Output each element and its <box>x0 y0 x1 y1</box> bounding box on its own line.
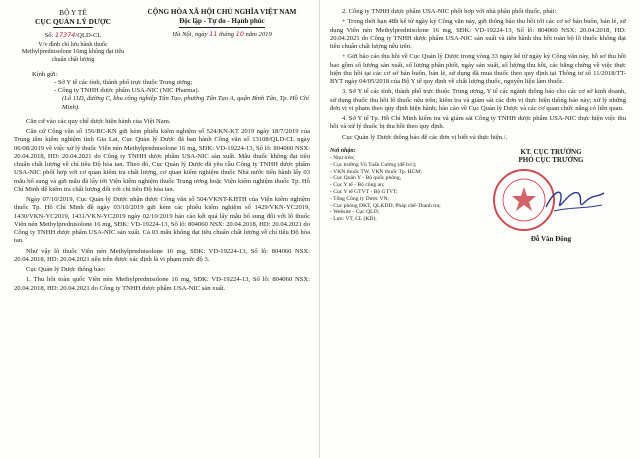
document-header <box>14 8 310 64</box>
body-paragraph: Căn cứ Công văn số 156/BC-KN gửi kèm phiếu kiểm nghiệm số 524/KN-KT 2019 ngày 18/7/2019 của Trung tâm kiểm nghiệm tỉnh Gia Lai, Cục Quản lý Dược đã ban hành Công văn số 13108/QLD-CL ngày 06/08/2019 về việc xử lý thuốc Viên nén Methylprednisolone 16 mg, SĐK: VD-19224-13, Số lô: 804060 NSX: 20.04.2018, HD: 20.04.2021 do Công ty TNHH dược phẩm USA-NIC sản xuất. Mẫu thuốc không đạt tiêu chuẩn chất lượng về chỉ tiêu Độ hòa tan. Theo đó, Cục Quản lý Dược đã yêu cầu Công ty TNHH dược phẩm USA-NIC phối hợp với cơ quan kiểm tra chất lượng, cơ quan kiểm nghiệm thuốc Nhà nước tiến hành lấy 03 mẫu bổ sung và gửi mẫu đã lấy tới Viện kiểm nghiệm thuốc Trung ương hoặc Viện kiểm nghiệm thuốc Tp. Hồ Chí Minh để kiểm tra chất lượng đối với chỉ tiêu Độ hòa tan. <box>14 128 310 193</box>
recipient-item: - Sở Y tế các tỉnh, thành phố trực thuộc Trung ương; <box>54 78 193 86</box>
seal-and-signature-graphic <box>484 167 614 233</box>
recipient-item: - Công ty TNHH dược phẩm USA-NIC (NIC Pharma). <box>54 87 200 95</box>
handwritten-number: 17374 <box>55 30 76 39</box>
body-paragraph: 4. Sở Y tế Tp. Hồ Chí Minh kiểm tra và giám sát Công ty TNHH dược phẩm USA-NIC thực hiện việc thu hồi và xử lý thuốc bị thu hồi theo quy định. <box>330 115 626 131</box>
page-right <box>320 0 640 458</box>
republic-title: CỘNG HÒA XÃ HỘI CHỦ NGHĨA VIỆT NAM <box>147 8 297 16</box>
receiver-item: - Cục Y tế - Bộ công an; <box>330 182 385 189</box>
body-paragraph: 2. Công ty TNHH dược phẩm USA-NIC phối hợp với nhà phân phối thuốc, phải: <box>342 8 557 15</box>
receiver-item: - VKN thuốc TW, VKN thuốc Tp. HCM; <box>330 168 422 175</box>
receivers-list <box>330 148 448 243</box>
signer-name: Đỗ Văn Đông <box>530 234 572 243</box>
signer-role: KT. CỤC TRƯỞNG <box>520 147 582 156</box>
body-paragraph: Cục Quản lý Dược thông báo: <box>26 266 106 274</box>
official-seal <box>476 167 626 233</box>
document-number: Số: 17374/QLD-CL <box>44 30 102 39</box>
closing-block <box>330 148 626 243</box>
divider <box>179 27 265 28</box>
receiver-item: - Cục trưởng Vũ Tuấn Cường (để b/c); <box>330 161 417 168</box>
body-paragraph: + Trong thời hạn 48h kể từ ngày ký Công văn này, gửi thông báo thu hồi tới các cơ sở bán buôn, bán lẻ, sử dụng Viên nén Methylprednisolone 16 mg, SĐK: VD-19224-13, Số lô: 804060 NSX: 20.04.2018, HD: 20.04.2021 do Công ty TNHH dược phẩm USA-NIC sản xuất và tiến hành thu hồi toàn bộ lô thuốc không đạt tiêu chuẩn chất lượng nêu trên. <box>330 18 626 50</box>
recipients-block <box>32 71 310 112</box>
signature-block <box>476 148 626 243</box>
body-paragraph: 3. Sở Y tế các tỉnh, thành phố trực thuộc Trung ương, Y tế các ngành thông báo cho các cơ sở kinh doanh, sử dụng thuốc thu hồi lô thuốc nêu trên; kiểm tra và giám sát các đơn vị thực hiện thông báo này; xử lý những đơn vị vi phạm theo quy định hiện hành; báo cáo về Cục Quản lý Dược và các cơ quan chức năng có liên quan. <box>330 88 626 112</box>
recipient-address: (Lô 11D, đường C, khu công nghiệp Tân Tạo, phường Tân Tạo A, quận Bình Tân, Tp. Hồ Chí Minh). <box>62 95 309 111</box>
body-paragraph: + Gửi báo cáo thu hồi về Cục Quản lý Dược trong vòng 33 ngày kể từ ngày ký Công văn này, hồ sơ thu hồi bao gồm số lượng sản xuất, số lượng phân phối, ngày sản xuất, số lượng thu hồi, các bằng chứng về việc thực hiện thu hồi tại các cơ sở bán buôn, bán lẻ, sử dụng đã mua thuốc theo quy định tại Thông tư số 11/2018/TT-BYT ngày 04/05/2018 của Bộ Y tế quy định về chất lượng thuốc, nguyên liệu làm thuốc. <box>330 53 626 85</box>
agency-name: CỤC QUẢN LÝ DƯỢC <box>35 17 111 26</box>
handwritten-day: 11 <box>209 30 218 39</box>
motto: Độc lập - Tự do - Hạnh phúc <box>179 17 265 25</box>
issuer-block <box>14 8 132 64</box>
receiver-item: - Cục phòng DKT, QLKDD, Pháp chế-Thanh tra; <box>330 202 441 209</box>
handwritten-month: 10 <box>235 30 244 39</box>
date-line: Hà Nội, ngày 11 tháng 10 năm 2019 <box>172 30 272 39</box>
receiver-item: - Cục Quân Y - Bộ quốc phòng, <box>330 175 402 182</box>
receiver-item: - Lưu: VT, CL (KD). <box>330 216 377 223</box>
receiver-item: - Website - Cục QLD; <box>330 209 380 216</box>
national-motto-block <box>134 8 310 64</box>
body-paragraph: Căn cứ vào các quy chế dược hiện hành của Việt Nam. <box>26 117 171 125</box>
greeting: Kính gửi: <box>32 70 58 78</box>
signer-title: PHÓ CỤC TRƯỞNG <box>518 156 584 165</box>
receiver-item: - Như trên; <box>330 154 355 161</box>
body-paragraph: Như vậy lô thuốc Viên nén Methylprednisolone 16 mg, SĐK: VD-19224-13, Số lô: 804060 NSX: 20.04.2018, HD: 20.04.2021 nêu trên được xác định là vi phạm mức độ 3. <box>14 247 310 263</box>
divider <box>53 27 93 28</box>
body-paragraph: Ngày 07/10/2019, Cục Quản lý Dược nhận được Công văn số 504/VKNT-KHTH của Viện kiểm nghiệm thuốc Tp. Hồ Chí Minh đề ngày 03/10/2019 gửi kèm các phiếu kiểm nghiệm số 1429/VKN-YC2019, 1430/VKN-YC2019, 1431/VKN-YC2019 ngày 02/10/2019 báo cáo kết quả lấy mẫu bổ sung đối với lô thuốc Viên nén Methylprednisolone 16 mg, SĐK: VD-19224-13, Số lô: 804060 NSX: 20.04.2018, HD: 20.04.2021 do Công ty TNHH dược phẩm USA-NIC sản xuất. Cả 03 mẫu không đạt tiêu chuẩn chất lượng về chỉ tiêu Độ hòa tan. <box>14 196 311 245</box>
document-subject: V/v đình chỉ lưu hành thuốc Methylprednisolone 16mg không đạt tiêu chuẩn chất lượng <box>21 40 125 63</box>
ministry-name: BỘ Y TẾ <box>59 8 87 17</box>
receiver-item: - Cục Y tế GTVT - Bộ GTVT; <box>330 188 398 195</box>
body-paragraph: Cục Quản lý Dược thông báo để các đơn vị biết và thực hiện./. <box>342 133 508 141</box>
receiver-item: - Tổng Công ty Dược VN; <box>330 195 390 202</box>
receivers-title: Nơi nhận: <box>330 147 356 154</box>
body-paragraph: 1. Thu hồi toàn quốc Viên nén Methylprednisolone 16 mg, SĐK: VD-19224-13, Số lô: 804060 NSX: 20.04.2018, HD: 20.04.2021 do Công ty TNHH dược phẩm USA-NIC sản xuất. <box>14 276 310 292</box>
